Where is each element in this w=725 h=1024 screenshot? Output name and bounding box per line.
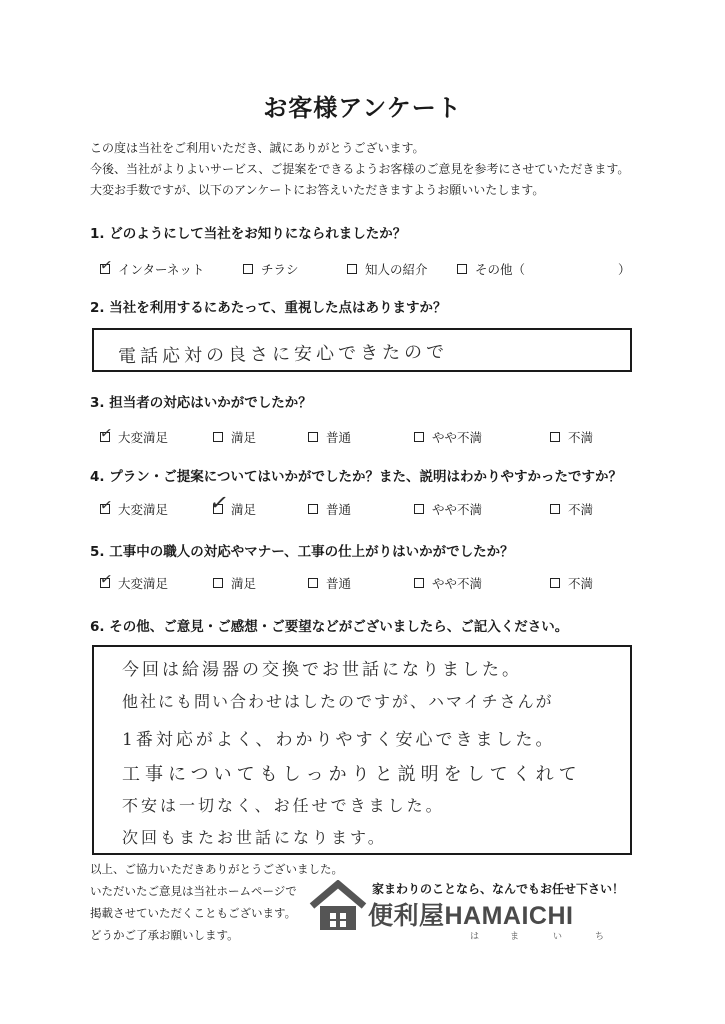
q6-handwritten-line: 今回は給湯器の交換でお世話になりました。	[122, 660, 522, 680]
checkbox[interactable]	[98, 569, 114, 589]
option-label: やや不満	[432, 502, 483, 517]
intro-line: この度は当社をご利用いただき、誠にありがとうございます。	[90, 141, 425, 155]
checkbox[interactable]	[98, 495, 114, 515]
q3-option-somewhat-dissatisfied[interactable]	[414, 428, 482, 446]
q6-comment-box[interactable]	[92, 645, 632, 855]
q5-option-neutral[interactable]	[308, 574, 351, 592]
checkbox[interactable]	[243, 264, 253, 274]
option-label: 満足	[231, 430, 257, 445]
q6-handwritten-line: 1番対応がよく、わかりやすく安心できました。	[122, 730, 556, 750]
q6-handwritten-line: 次回もまたお世話になります。	[122, 828, 387, 847]
q4-option-somewhat-dissatisfied[interactable]	[414, 500, 482, 518]
option-label: インターネット	[118, 262, 205, 277]
checkbox[interactable]	[308, 578, 318, 588]
question-3: 3. 担当者の対応はいかがでしたか？	[90, 395, 312, 411]
intro-text	[90, 138, 629, 201]
option-label: 知人の紹介	[365, 262, 428, 277]
closing-line: どうかご了承お願いします。	[90, 928, 239, 942]
option-label: 満足	[231, 576, 257, 591]
checkbox[interactable]	[213, 432, 223, 442]
question-4: 4. プラン・ご提案についてはいかがでしたか？また、説明はわかりやすかったですか？	[90, 469, 622, 485]
option-label: 不満	[568, 576, 594, 591]
question-2: 2. 当社を利用するにあたって、重視した点はありますか？	[90, 300, 447, 316]
closing-line: いただいたご意見は当社ホームページで	[90, 884, 297, 898]
checkbox[interactable]	[98, 423, 114, 443]
checkmark-icon: ✓	[98, 569, 114, 589]
option-label: その他（	[475, 262, 526, 277]
q1-option-referral[interactable]	[347, 260, 428, 278]
q5-option-very-satisfied[interactable]	[98, 569, 169, 592]
option-label: 大変満足	[118, 576, 169, 591]
q2-answer-box[interactable]	[92, 328, 632, 372]
checkbox[interactable]	[98, 255, 114, 275]
logo-brand-name: 便利屋HAMAICHI	[368, 902, 574, 930]
checkbox[interactable]	[414, 578, 424, 588]
option-label: 大変満足	[118, 502, 169, 517]
option-label: 満足	[231, 502, 257, 517]
checkbox[interactable]	[550, 504, 560, 514]
option-label: 普通	[326, 430, 352, 445]
logo-ruby: い	[553, 932, 563, 942]
q1-option-internet[interactable]	[98, 255, 205, 278]
question-1: 1. どのようにして当社をお知りになられましたか？	[90, 226, 407, 242]
checkbox[interactable]	[414, 432, 424, 442]
house-logo-icon	[308, 880, 368, 936]
checkmark-icon: ✓	[98, 495, 114, 515]
q1-option-other[interactable]	[457, 260, 525, 278]
q3-option-dissatisfied[interactable]	[550, 428, 593, 446]
option-label: 不満	[568, 430, 594, 445]
q3-option-neutral[interactable]	[308, 428, 351, 446]
option-label: やや不満	[432, 430, 483, 445]
q3-option-very-satisfied[interactable]	[98, 423, 169, 446]
checkbox[interactable]	[213, 578, 223, 588]
option-label: チラシ	[261, 262, 299, 277]
checkbox[interactable]	[550, 578, 560, 588]
closing-line: 掲載させていただくこともございます。	[90, 906, 297, 920]
checkbox[interactable]	[347, 264, 357, 274]
intro-line: 大変お手数ですが、以下のアンケートにお答えいただきますようお願いいたします。	[90, 183, 545, 197]
q6-handwritten-line: 他社にも問い合わせはしたのですが、ハマイチさんが	[122, 692, 554, 711]
option-label: 大変満足	[118, 430, 169, 445]
q6-handwritten-line: 工事についてもしっかりと説明をしてくれて	[122, 764, 582, 785]
logo-tagline: 家まわりのことなら、なんでもお任せ下さい！	[372, 882, 625, 896]
q4-option-neutral[interactable]	[308, 500, 351, 518]
checkbox[interactable]	[414, 504, 424, 514]
checkmark-icon: ✓	[208, 489, 231, 518]
q5-option-dissatisfied[interactable]	[550, 574, 593, 592]
checkbox[interactable]	[308, 504, 318, 514]
q4-option-very-satisfied[interactable]	[98, 495, 169, 518]
checkmark-icon: ✓	[98, 255, 114, 275]
q5-option-somewhat-dissatisfied[interactable]	[414, 574, 482, 592]
page-title: お客様アンケート	[263, 94, 462, 122]
question-6: 6. その他、ご意見・ご感想・ご要望などがございましたら、ご記入ください。	[90, 619, 569, 635]
q2-handwritten-answer: 電話応対の良さに安心できたので	[117, 341, 449, 368]
logo-ruby: は	[470, 932, 480, 942]
logo-ruby: ま	[510, 932, 520, 942]
intro-line: 今後、当社がよりよいサービス、ご提案をできるようお客様のご意見を参考にさせていただきます。	[90, 162, 630, 176]
checkbox[interactable]	[208, 489, 231, 518]
option-label: やや不満	[432, 576, 483, 591]
option-label: 不満	[568, 502, 594, 517]
checkbox[interactable]	[308, 432, 318, 442]
checkbox[interactable]	[550, 432, 560, 442]
logo-ruby: ち	[595, 932, 605, 942]
q1-other-close-paren: ）	[618, 262, 631, 277]
checkbox[interactable]	[457, 264, 467, 274]
q5-option-satisfied[interactable]	[213, 574, 256, 592]
option-label: 普通	[326, 576, 352, 591]
question-5: 5. 工事中の職人の対応やマナー、工事の仕上がりはいかがでしたか？	[90, 544, 514, 560]
q3-option-satisfied[interactable]	[213, 428, 256, 446]
q4-option-dissatisfied[interactable]	[550, 500, 593, 518]
q1-option-flyer[interactable]	[243, 260, 299, 278]
q6-handwritten-line: 不安は一切なく、お任せできました。	[122, 796, 445, 815]
option-label: 普通	[326, 502, 352, 517]
closing-line: 以上、ご協力いただきありがとうございました。	[90, 862, 343, 876]
q4-option-satisfied[interactable]	[208, 489, 257, 518]
checkmark-icon: ✓	[98, 423, 114, 443]
